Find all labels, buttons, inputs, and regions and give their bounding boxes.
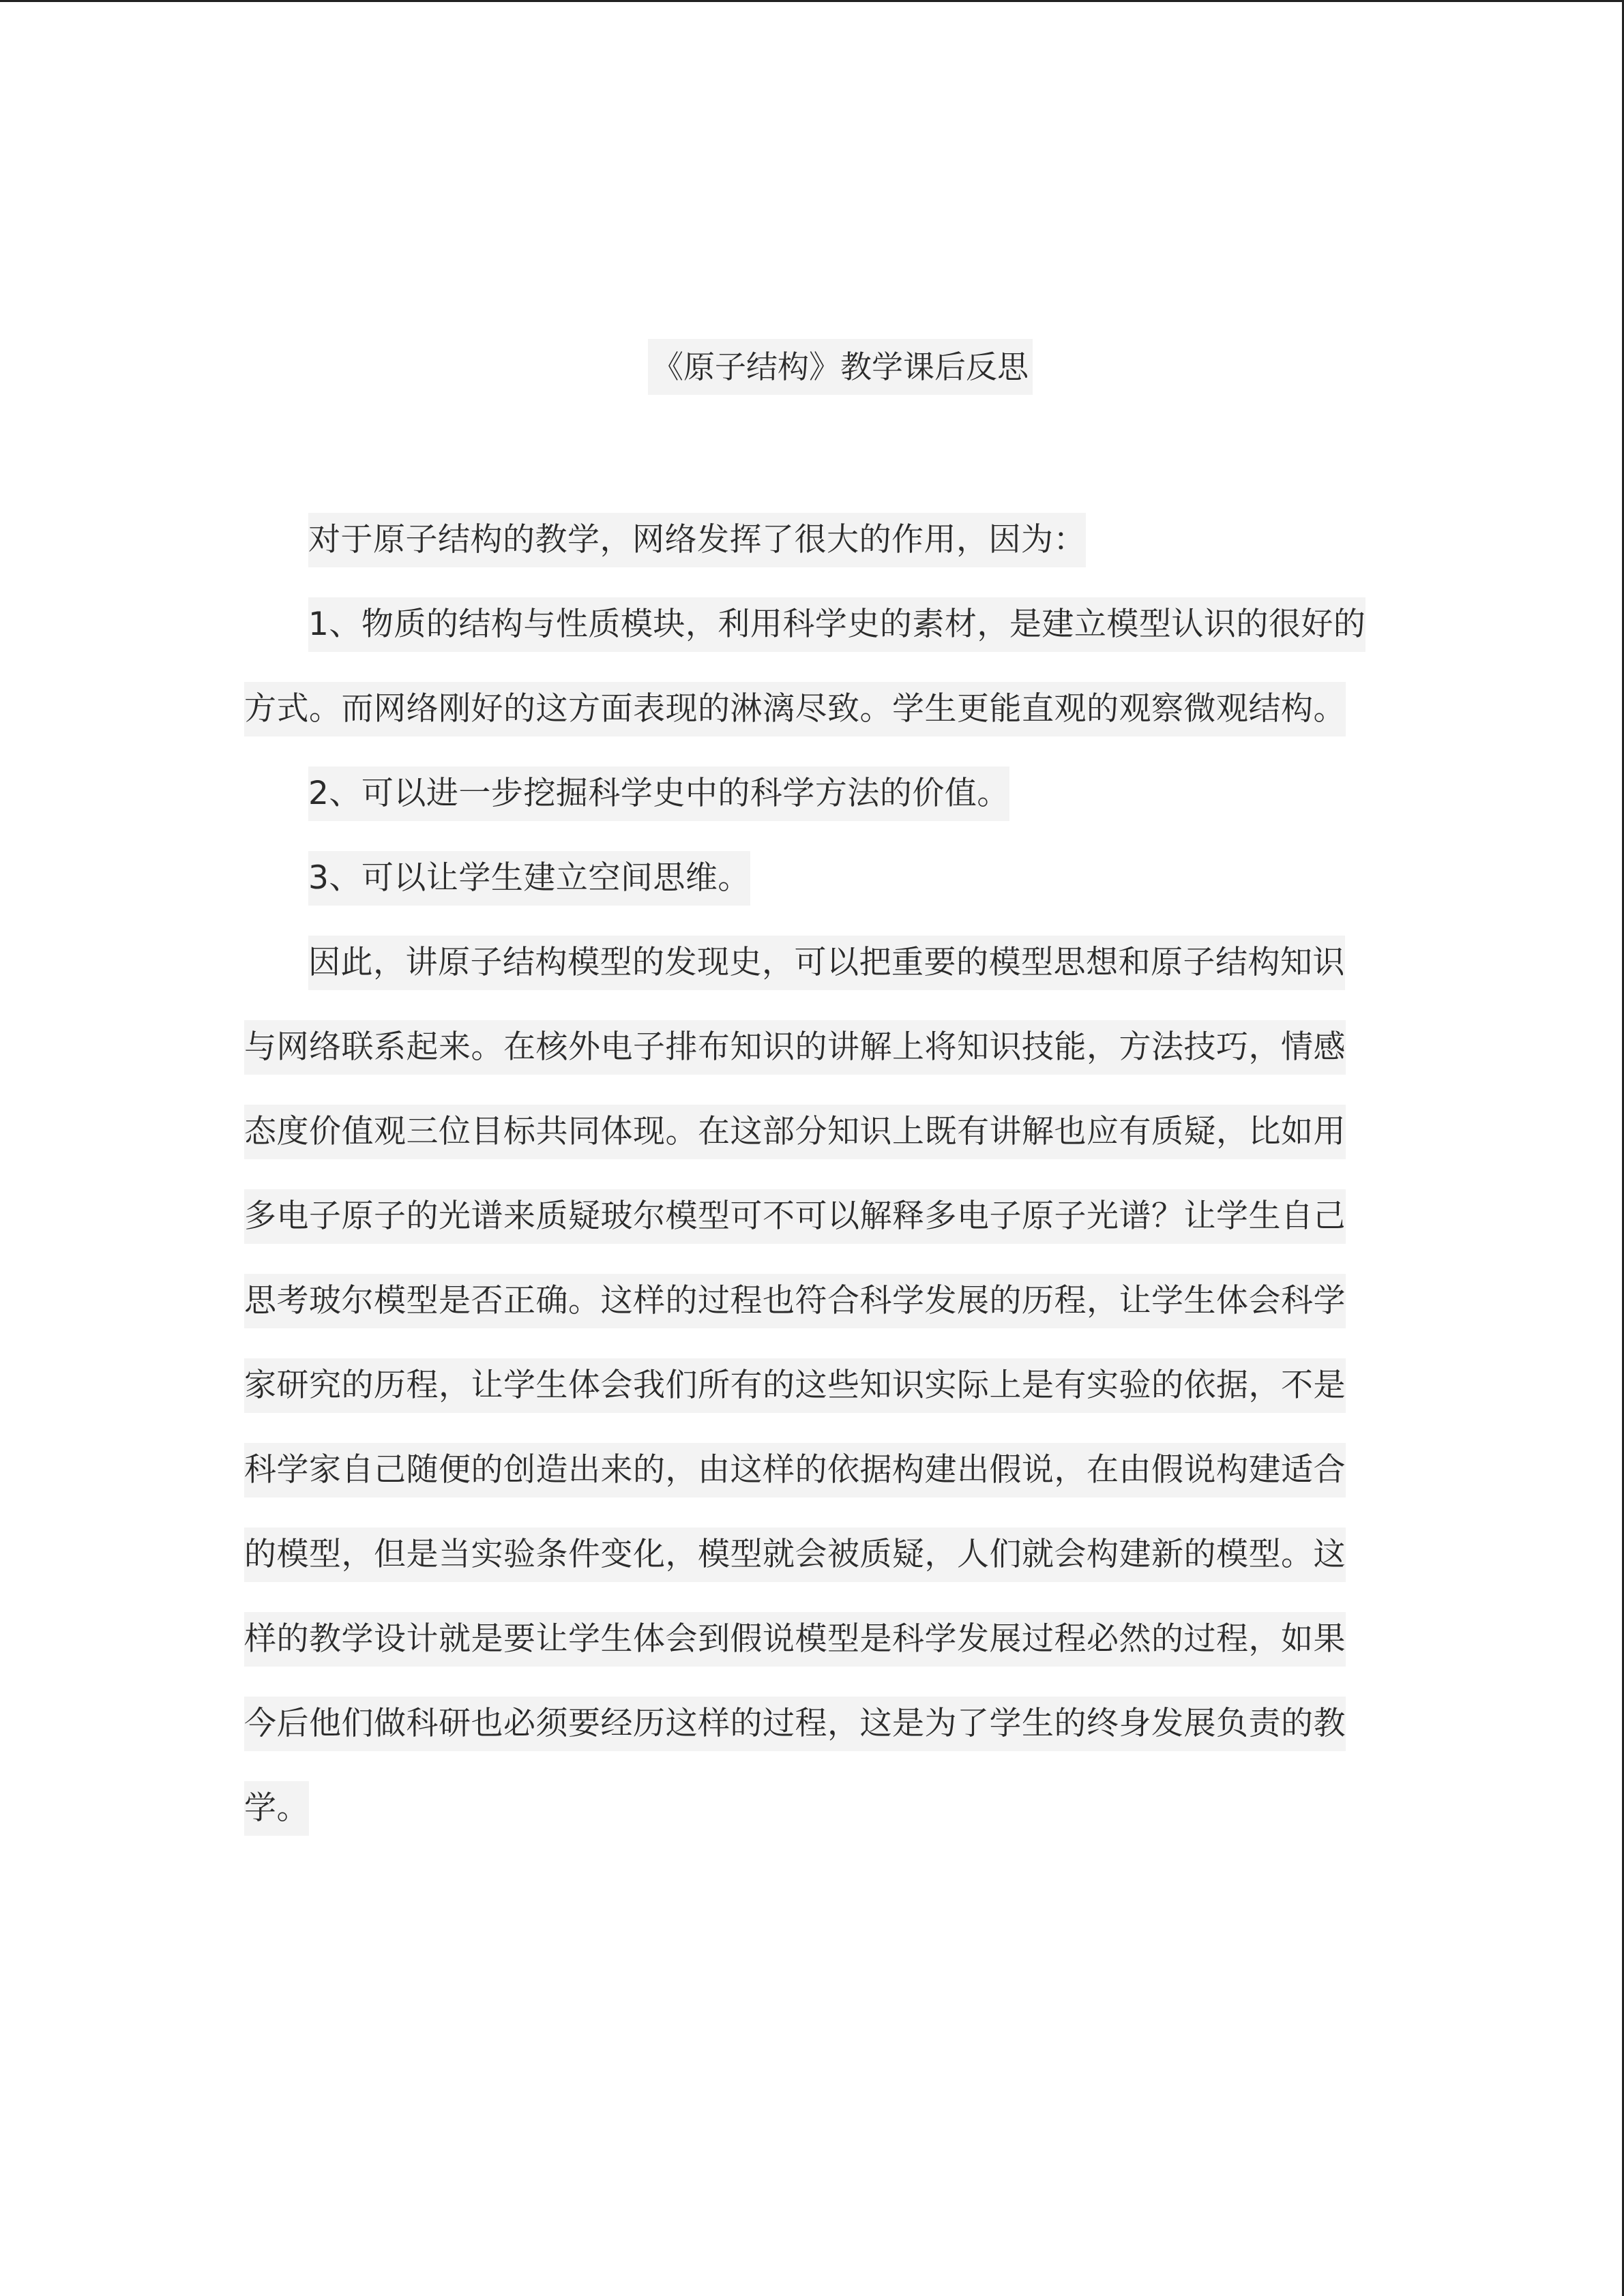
point-3: 3、可以让学生建立空间思维。 [308,851,750,906]
point-1-line-1: 1、物质的结构与性质模块，利用科学史的素材，是建立模型认识的很好的 [308,597,1365,652]
conclusion-line: 与网络联系起来。在核外电子排布知识的讲解上将知识技能，方法技巧，情感 [244,1020,1346,1075]
conclusion-line: 样的教学设计就是要让学生体会到假说模型是科学发展过程必然的过程，如果 [244,1612,1346,1667]
conclusion-line: 思考玻尔模型是否正确。这样的过程也符合科学发展的历程，让学生体会科学 [244,1274,1346,1328]
conclusion-line: 多电子原子的光谱来质疑玻尔模型可不可以解释多电子原子光谱？让学生自己 [244,1189,1346,1244]
conclusion-line: 家研究的历程，让学生体会我们所有的这些知识实际上是有实验的依据，不是 [244,1358,1346,1413]
conclusion-line: 科学家自己随便的创造出来的，由这样的依据构建出假说，在由假说构建适合 [244,1443,1346,1497]
conclusion-line: 因此，讲原子结构模型的发现史，可以把重要的模型思想和原子结构知识 [308,936,1345,990]
document-title: 《原子结构》教学课后反思 [648,339,1033,395]
conclusion-line: 的模型，但是当实验条件变化，模型就会被质疑，人们就会构建新的模型。这 [244,1527,1346,1582]
point-2: 2、可以进一步挖掘科学史中的科学方法的价值。 [308,766,1009,821]
conclusion-line: 今后他们做科研也必须要经历这样的过程，这是为了学生的终身发展负责的教 [244,1697,1346,1751]
point-1-line-2: 方式。而网络刚好的这方面表现的淋漓尽致。学生更能直观的观察微观结构。 [244,682,1346,736]
conclusion-line: 态度价值观三位目标共同体现。在这部分知识上既有讲解也应有质疑，比如用 [244,1105,1346,1159]
intro-paragraph: 对于原子结构的教学，网络发挥了很大的作用，因为： [308,513,1086,567]
conclusion-line: 学。 [244,1781,309,1836]
